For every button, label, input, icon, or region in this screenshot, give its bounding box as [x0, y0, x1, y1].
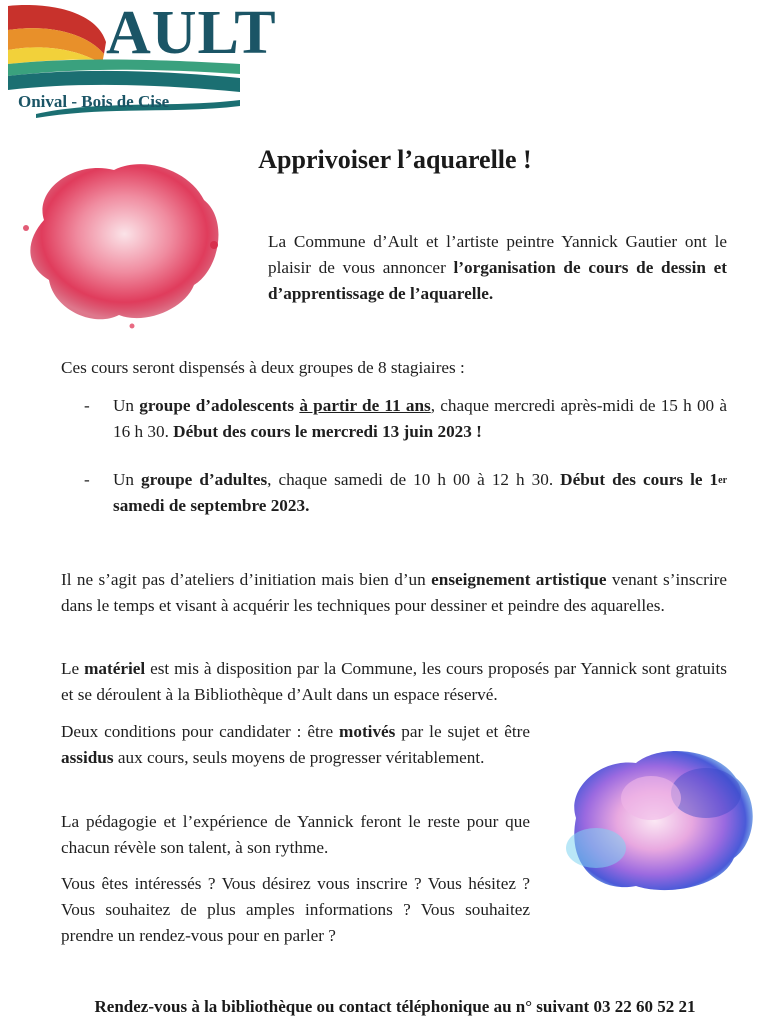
logo-subtitle: Onival - Bois de Cise: [18, 92, 170, 111]
paragraph-material: Le matériel est mis à disposition par la Commune, les cours proposés par Yannick sont gratuits et se déroulent à la Bibliothèque d’Ault dans un espace réservé.: [61, 659, 727, 704]
bullet-dash: -: [84, 396, 90, 415]
paragraph-teaching: Il ne s’agit pas d’ateliers d’initiation mais bien d’un enseignement artistique venant s’inscrire dans le temps et visant à acquérir les techniques pour dessiner et peindre des aquarelles.: [61, 570, 727, 615]
paragraph-conditions: Deux conditions pour candidater : être motivés par le sujet et être assidus aux cours, seuls moyens de progresser véritablement.: [61, 722, 530, 767]
paragraph-questions: Vous êtes intéressés ? Vous désirez vous inscrire ? Vous hésitez ? Vous souhaitez de plus amples informations ? Vous souhaitez prendre un rendez-vous pour en parler ?: [61, 874, 530, 945]
list-item-adults: Un groupe d’adultes, chaque samedi de 10 h 00 à 12 h 30. Début des cours le 1er samedi de septembre 2023.: [113, 470, 728, 515]
list-item-teens: Un groupe d’adolescents à partir de 11 ans, chaque mercredi après-midi de 15 h 00 à 16 h 30. Début des cours le mercredi 13 juin 2023 !: [113, 396, 727, 441]
ault-logo: [6, 0, 277, 124]
groups-intro: Ces cours seront dispensés à deux groupes de 8 stagiaires :: [61, 358, 465, 377]
red-watercolor-image: [14, 150, 232, 330]
logo-wordmark: AULT: [106, 0, 277, 67]
contact-footer: Rendez-vous à la bibliothèque ou contact téléphonique au n° suivant 03 22 60 52 21: [94, 997, 696, 1016]
paragraph-pedagogy: La pédagogie et l’expérience de Yannick feront le reste pour que chacun révèle son talent, à son rythme.: [61, 812, 530, 857]
page-title: Apprivoiser l’aquarelle !: [258, 145, 532, 174]
bullet-dash: -: [84, 470, 90, 489]
intro-paragraph: La Commune d’Ault et l’artiste peintre Yannick Gautier ont le plaisir de vous annoncer l’organisation de cours de dessin et d’apprentissage de l’aquarelle.: [268, 232, 728, 303]
blue-watercolor-image: [556, 738, 764, 898]
